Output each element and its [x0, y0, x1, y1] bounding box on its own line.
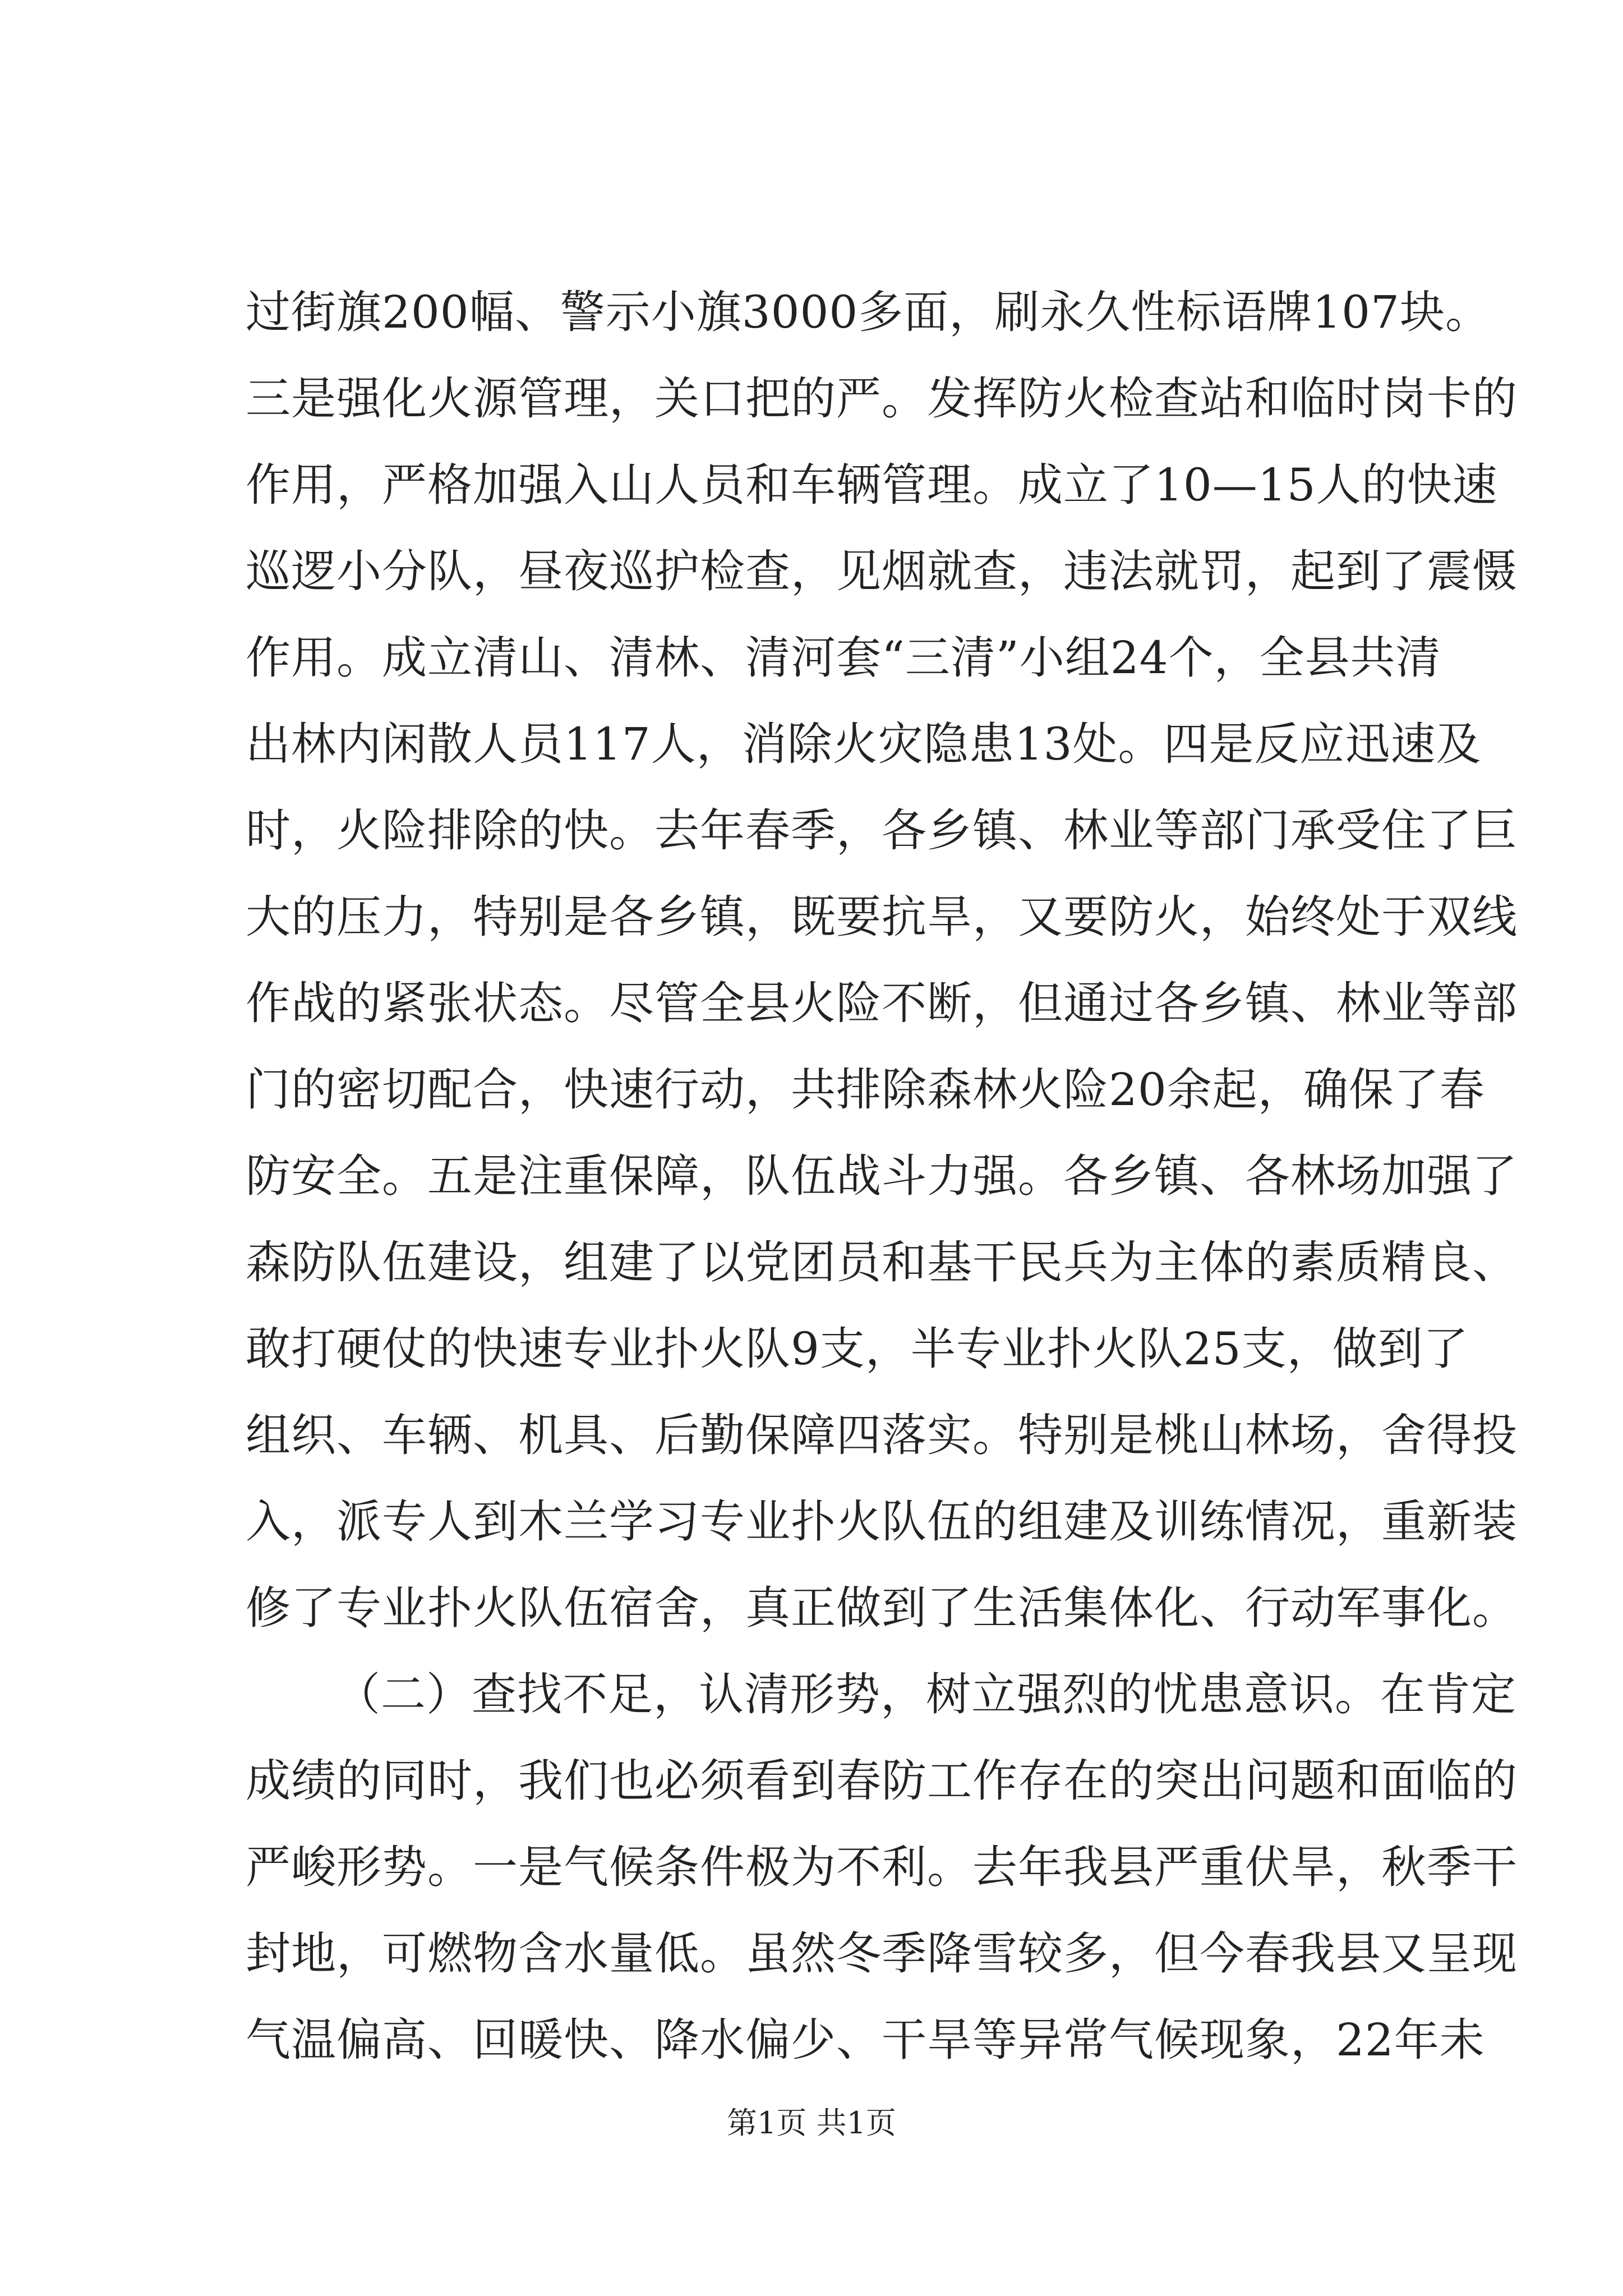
- text-line: 出林内闲散人员117人，消除火灾隐患13处。四是反应迅速及: [246, 718, 1482, 770]
- body-text: [246, 269, 1518, 2083]
- text-line: 修了专业扑火队伍宿舍，真正做到了生活集体化、行动军事化。: [246, 1582, 1518, 1634]
- text-line: 巡逻小分队，昼夜巡护检查，见烟就查，违法就罚，起到了震慑: [246, 545, 1518, 597]
- text-line: 组织、车辆、机具、后勤保障四落实。特别是桃山林场，舍得投: [246, 1409, 1518, 1461]
- text-line: 作用。成立清山、清林、清河套“三清”小组24个，全县共清: [246, 632, 1441, 684]
- text-line: 门的密切配合，快速行动，共排除森林火险20余起，确保了春: [246, 1064, 1485, 1116]
- text-line: 气温偏高、回暖快、降水偏少、干旱等异常气候现象，22年未: [246, 2014, 1485, 2066]
- text-line: 防安全。五是注重保障，队伍战斗力强。各乡镇、各林场加强了: [246, 1150, 1518, 1202]
- text-line: 大的压力，特别是各乡镇，既要抗旱，又要防火，始终处于双线: [246, 891, 1518, 943]
- text-line: 敢打硬仗的快速专业扑火队9支，半专业扑火队25支，做到了: [246, 1323, 1469, 1375]
- text-line: 过街旗200幅、警示小旗3000多面，刷永久性标语牌107块。: [246, 286, 1491, 338]
- text-line: 时，火险排除的快。去年春季，各乡镇、林业等部门承受住了巨: [246, 804, 1518, 857]
- text-line: 严峻形势。一是气候条件极为不利。去年我县严重伏旱，秋季干: [246, 1841, 1518, 1893]
- text-line: 三是强化火源管理，关口把的严。发挥防火检查站和临时岗卡的: [246, 372, 1518, 425]
- page-footer: 第1页 共1页: [727, 2105, 896, 2141]
- text-line: 森防队伍建设，组建了以党团员和基干民兵为主体的素质精良、: [246, 1236, 1518, 1289]
- text-line: 作用，严格加强入山人员和车辆管理。成立了10—15人的快速: [246, 459, 1498, 511]
- section-heading-line: （二）查找不足，认清形势，树立强烈的忧患意识。在肯定: [335, 1668, 1516, 1720]
- text-line: 成绩的同时，我们也必须看到春防工作存在的突出问题和面临的: [246, 1755, 1518, 1807]
- text-line: 作战的紧张状态。尽管全县火险不断，但通过各乡镇、林业等部: [246, 977, 1518, 1029]
- text-line: 入，派专人到木兰学习专业扑火队伍的组建及训练情况，重新装: [246, 1496, 1518, 1548]
- text-line: 封地，可燃物含水量低。虽然冬季降雪较多，但今春我县又呈现: [246, 1927, 1518, 1980]
